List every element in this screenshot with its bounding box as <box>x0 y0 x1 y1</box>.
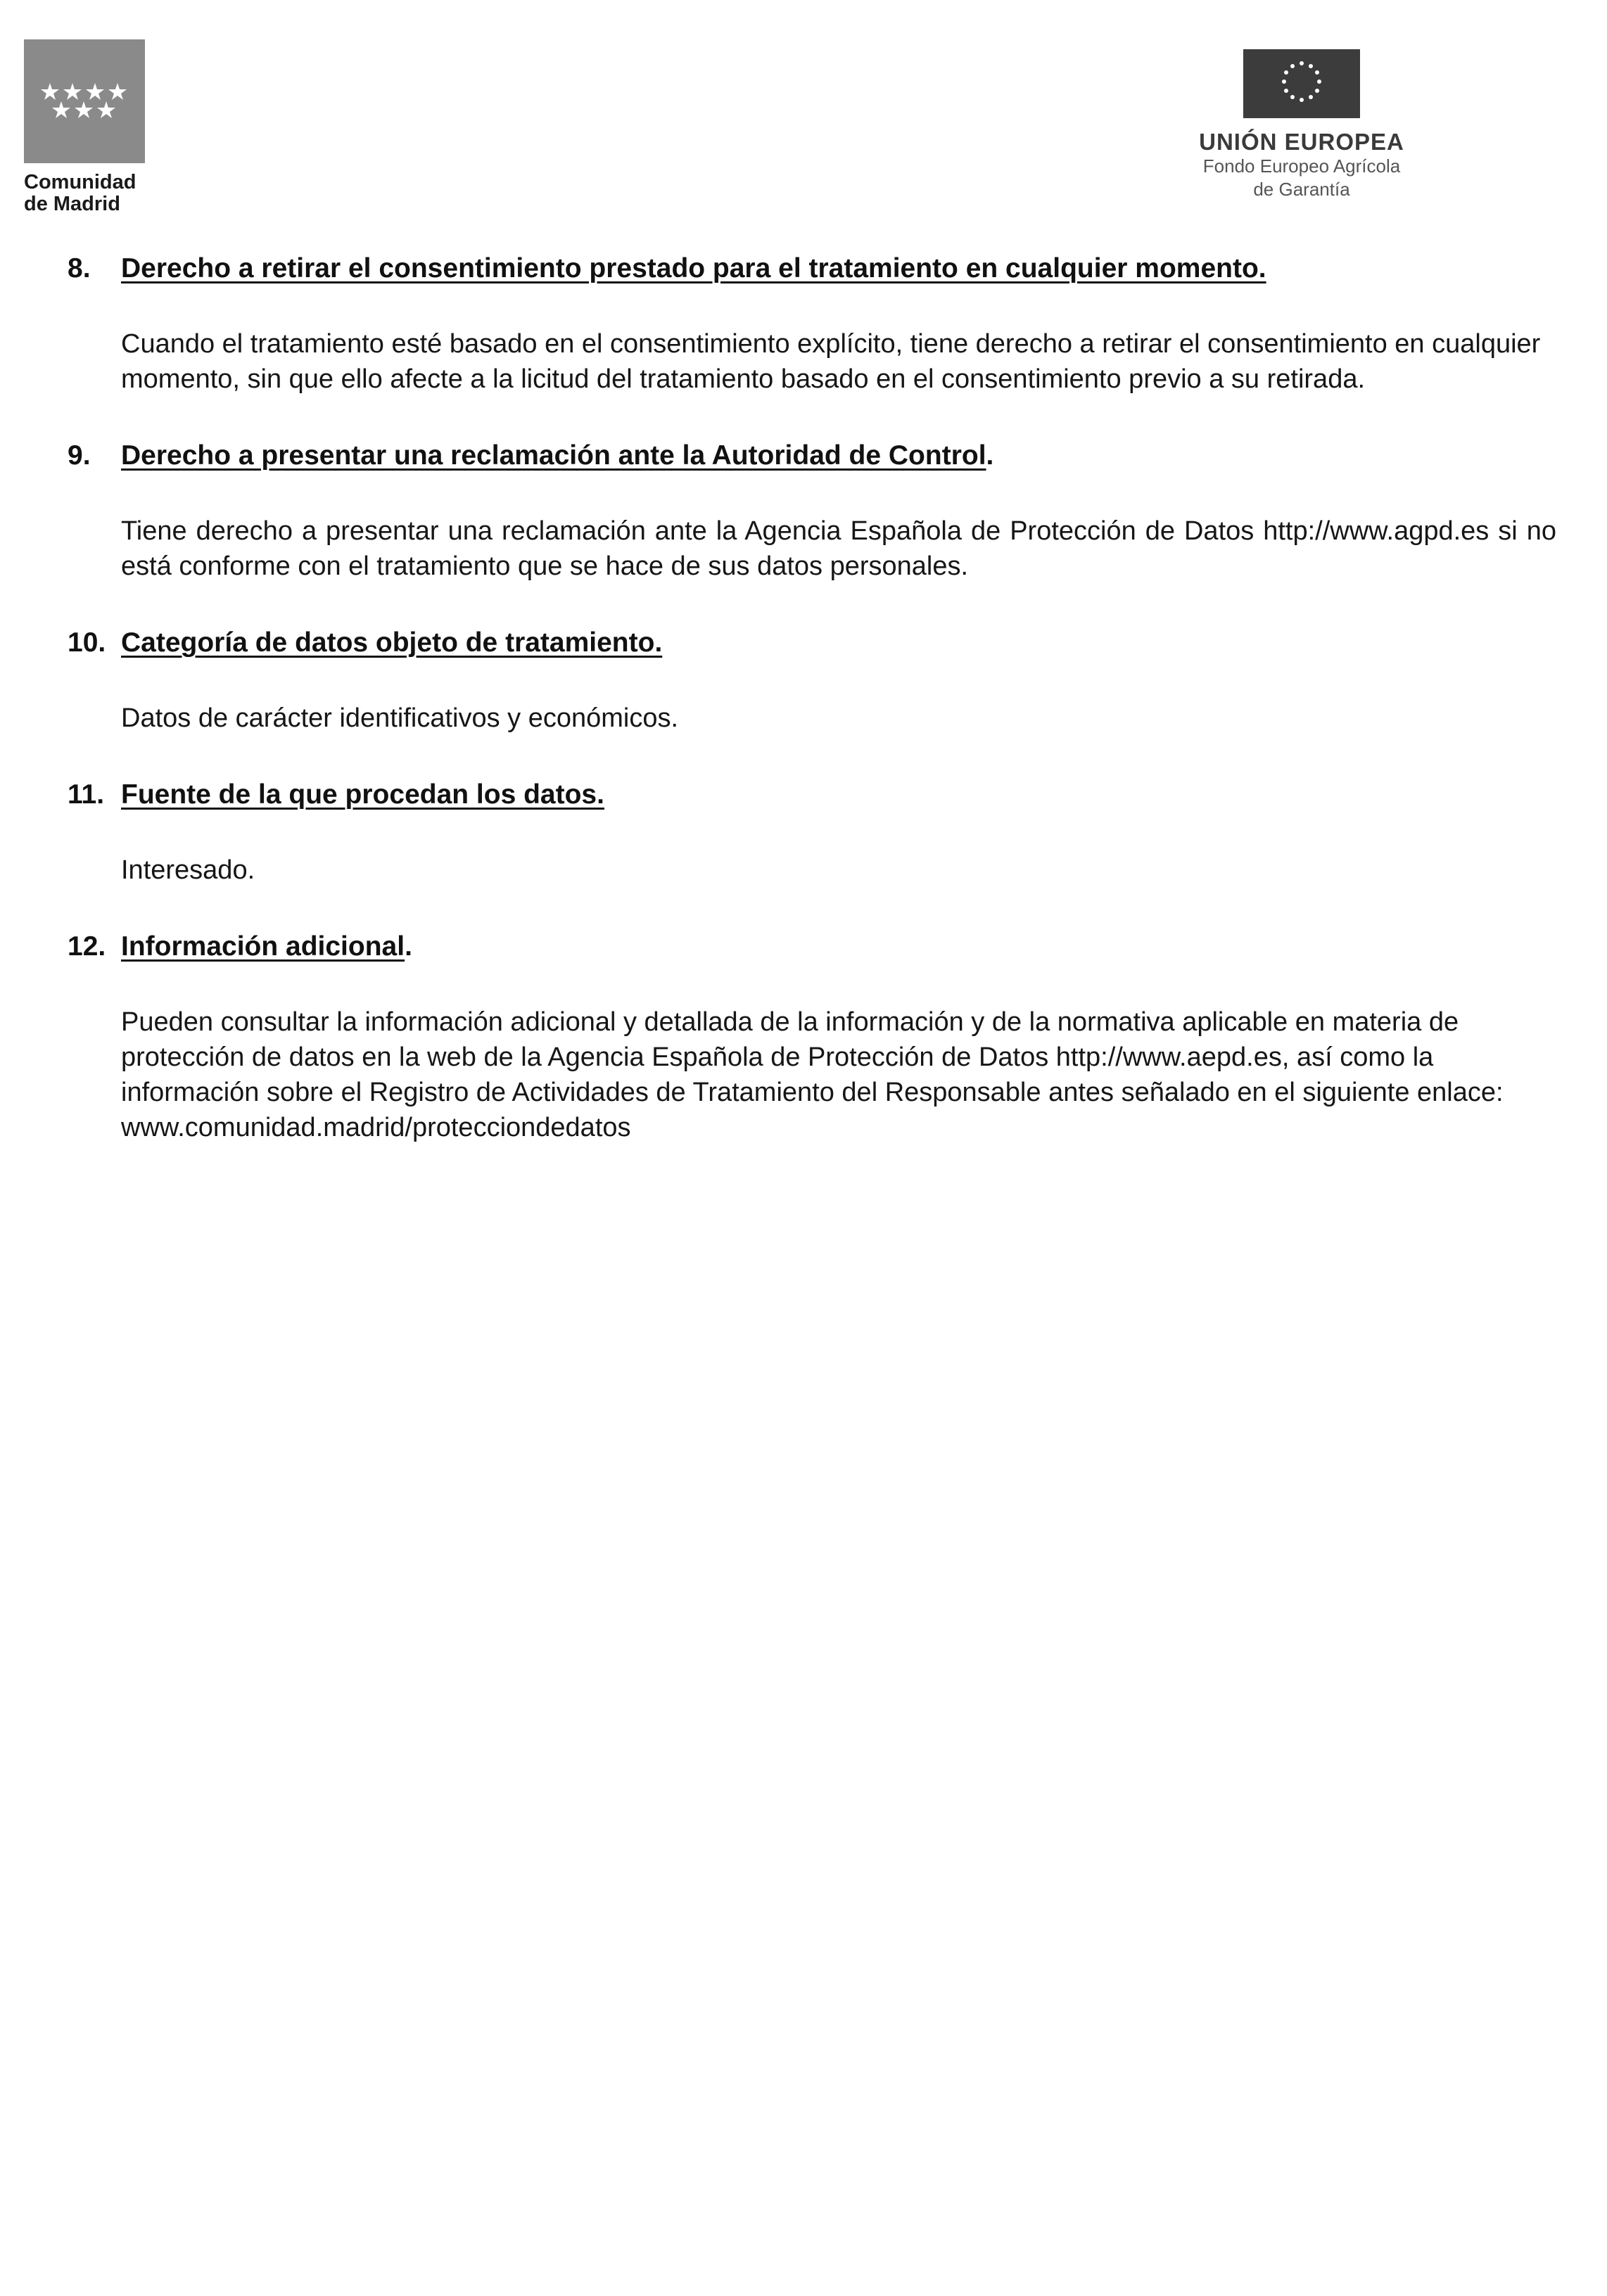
section-number: 9. <box>68 440 91 471</box>
comunidad-logo-line1: Comunidad <box>24 171 136 193</box>
section-title: Información adicional <box>121 931 405 962</box>
section-title: Derecho a retirar el consentimiento prestado para el tratamiento en cualquier momento. <box>121 253 1266 283</box>
section-heading <box>68 252 1556 286</box>
document-body <box>68 252 1556 1145</box>
section-title-period: . <box>405 931 412 962</box>
section-title-period: . <box>986 440 994 471</box>
section-title: Fuente de la que procedan los datos. <box>121 779 604 810</box>
section-title: Categoría de datos objeto de tratamiento. <box>121 627 663 658</box>
section-number: 8. <box>68 253 91 283</box>
section-body: Pueden consultar la información adicional y detallada de la información y de la normativa aplicable en materia de protección de datos en la web de la Agencia Española de Protección de Datos http://www.aepd.es, así como la información sobre el Registro de Actividades de Tratamiento del Responsable antes señalado en el siguiente enlace: www.comunidad.madrid/protecciondedatos <box>121 1007 1504 1142</box>
section-heading <box>68 439 1556 473</box>
madrid-flag-icon <box>24 39 145 163</box>
section-title: Derecho a presentar una reclamación ante la Autoridad de Control <box>121 440 986 471</box>
eu-flag-icon <box>1243 49 1360 118</box>
section-10 <box>68 626 1556 736</box>
section-body: Cuando el tratamiento esté basado en el consentimiento explícito, tiene derecho a retirar el consentimiento en cualquier momento, sin que ello afecte a la licitud del tratamiento basado en el consentimiento previo a su retirada. <box>121 329 1541 394</box>
section-number: 12. <box>68 931 106 962</box>
section-11 <box>68 778 1556 888</box>
eu-logo-subtitle-line2: de Garantía <box>1253 179 1350 200</box>
comunidad-logo-line2: de Madrid <box>24 193 120 215</box>
comunidad-logo-text <box>24 172 148 215</box>
eu-logo-title: UNIÓN EUROPEA <box>1199 129 1404 155</box>
eu-logo-subtitle-line1: Fondo Europeo Agrícola <box>1202 155 1401 177</box>
section-number: 11. <box>68 779 105 810</box>
section-heading <box>68 778 1556 812</box>
section-12 <box>68 930 1556 1145</box>
section-number: 10. <box>68 627 106 658</box>
union-europea-logo <box>1168 49 1435 201</box>
section-heading <box>68 930 1556 964</box>
comunidad-de-madrid-logo <box>24 39 148 215</box>
section-9 <box>68 439 1556 584</box>
section-body: Interesado. <box>121 855 255 885</box>
section-body: Datos de carácter identificativos y económicos. <box>121 703 679 733</box>
section-8 <box>68 252 1556 397</box>
section-heading <box>68 626 1556 660</box>
section-body: Tiene derecho a presentar una reclamación ante la Agencia Española de Protección de Datos http://www.agpd.es si no está conforme con el tratamiento que se hace de sus datos personales. <box>121 516 1556 581</box>
